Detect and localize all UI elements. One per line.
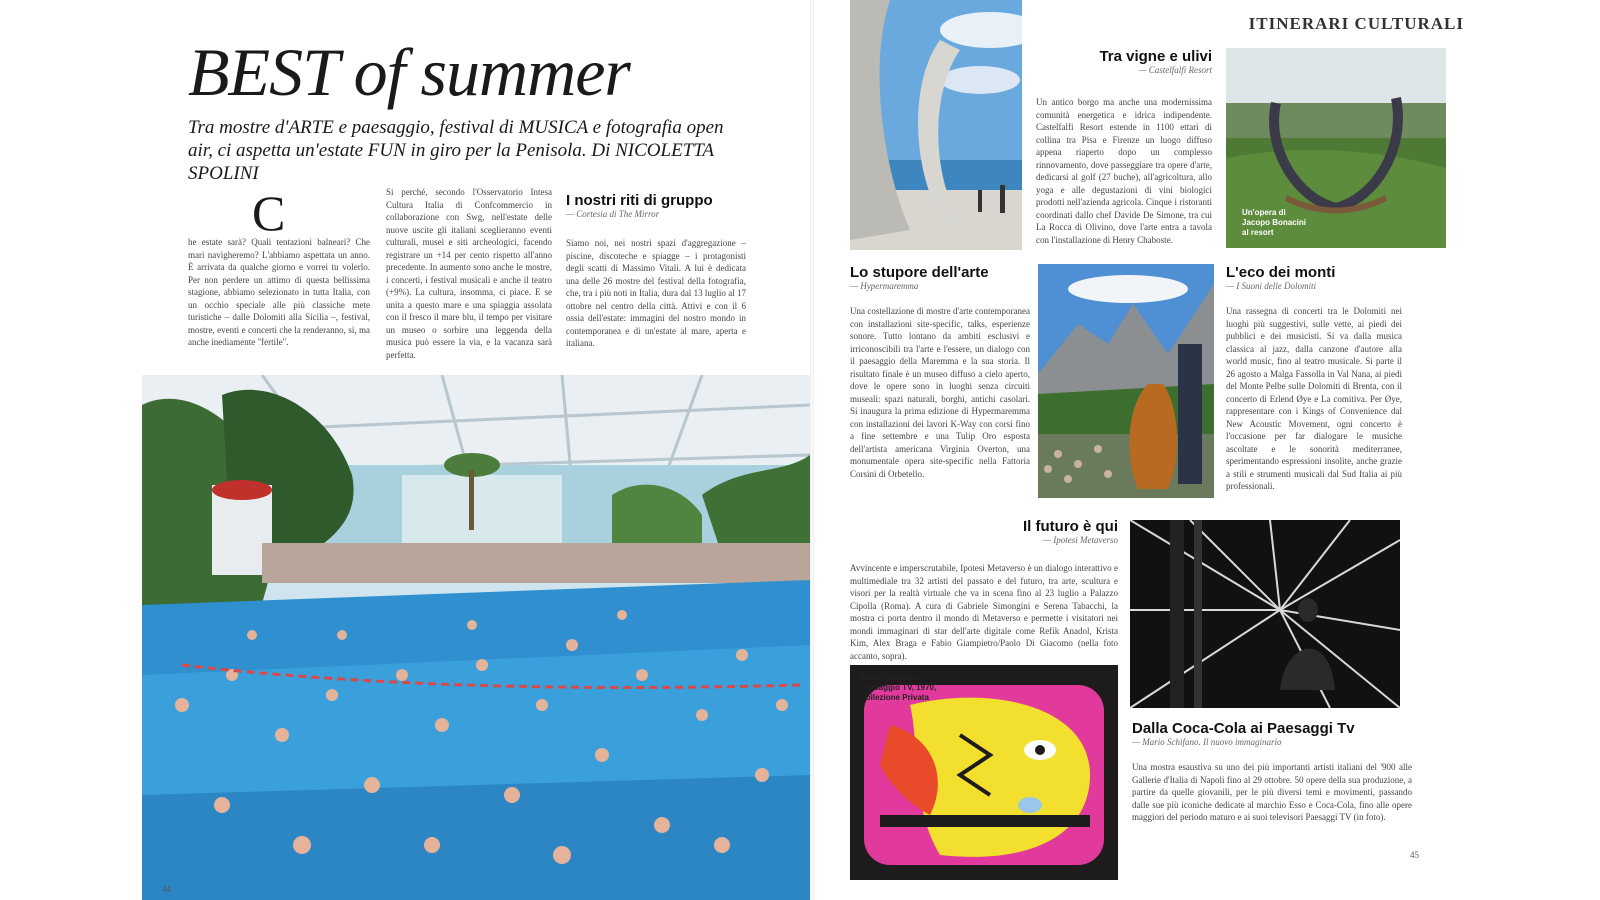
vigne-body-wrap [1036,96,1212,246]
right-page [814,0,1484,900]
stupore-credit: — Hypermaremma [850,281,919,291]
folio-left: 44 [162,884,171,894]
dolomites-concert-photo [1038,264,1214,498]
futuro-body: Avvincente e imperscrutabile, Ipotesi Metaverso è un dialogo interattivo e multimediale tra 32 artisti del passato e del futuro, tra arte, scultura e visori per la realtà virtuale che va in scena fino al 23 luglio a Palazzo Cipolla (Roma). A cura di Gabriele Simongini e Serena Tabacchi, la mostra ci porta dentro il mondo di Metaverso e permette i visitatori nei mondi immaginari di star dell'arte digitale come Refik Anadol, Krista Kim, Alex Braga e Fabio Giampietro/Paolo Di Giacomo (nella foto accanto, sopra). [850,563,1118,661]
section-eco [1226,264,1402,493]
eco-body: Una rassegna di concerti tra le Dolomiti nei luoghi più suggestivi, sulle vette, ai piedi dei pubblici e dei musicisti. Si va dalla musica classica al jazz, dalla canzone d'autore alla world music, fino al teatro musicale. Si parte il 26 agosto a Malga Fassolla in Val Nana, ai piedi del Monte Pelbe sulle Dolomiti di Brenta, con il concerto di Erlend Øye e La comitiva. Per Øye, rappresentare con i Kings of Convenience dal New Acoustic Movement, ogni concerto è l'occasione per far dialogare le musiche ascoltate e le sonorità mediterranee, sperimentando espressioni insolite, anche grazie a stili e strumenti musicali dal Sud Italia ai più professionali. [1226,306,1402,491]
vigne-caption: Un'opera di Jacopo Bonacini al resort [1242,208,1307,237]
coca-heading: Dalla Coca-Cola ai Paesaggi Tv [1132,720,1355,737]
section-stupore [850,264,1030,480]
standfirst: Tra mostre d'ARTE e paesaggio, festival di MUSICA e fotografia open air, ci aspetta un'estate FUN in giro per la Penisola. Di NICOLETTA SPOLINI [188,117,724,184]
section-heading: I nostri riti di gruppo [566,192,713,209]
eco-credit: — I Suoni delle Dolomiti [1226,281,1316,291]
stupore-heading: Lo stupore dell'arte [850,264,989,281]
stupore-body: Una costellazione di mostre d'arte contemporanea con installazioni site-specific, talks, esperienze sonore. Tutto lontano da ambiti esclusivi e irriconoscibili tra l'arte e l'essere, un dialogo con il paesaggio della Maremma e la sua storia. Il risultato finale è un museo diffuso a cielo aperto, dove le opere sono in luoghi senza circuiti museali: spazi naturali, borghi, antichi casolari. Si inaugura la prima edizione di Hypermaremma con installazioni dei lavori K-Way con corsi fino a fine settembre e una Tulip Oro esposta dell'artista americana Virginia Overton, una monumentale opera site-specific nella Fattoria Corsini di Orbetello. [850,306,1030,479]
intro-column-2 [386,186,552,361]
vigne-body: Un antico borgo ma anche una modernissima comunità energetica e idrica indipendente. Castelfalfi Resort estende in 1100 ettari di collina tra Pisa e Firenze un luogo diffuso appena riaperto dopo un complesso rinnovamento, dove passeggiare tra opere d'arte, dedicarsi al golf (27 buche), all'agricoltura, allo yoga e alle degustazioni di vini biologici prodotti nell'azienda agricola. Cinque i ristoranti coordinati dallo chef Davide De Simone, tra cui La Rocca di Olivino, dove l'arte entra a tavola con l'installazione di Henry Chaboste. [1036,97,1212,245]
vigne-credit: — Castelfalfi Resort [1138,65,1212,75]
eco-heading: L'eco dei monti [1226,264,1336,281]
section-coca [1132,720,1412,824]
metaverse-photo [1130,520,1400,708]
section-vigne [1036,48,1212,75]
sculpture-photo [850,0,1022,250]
intro-text-2: Si perché, secondo l'Osservatorio Intesa Cultura Italia di Confcommercio in collaborazione con Swg, nell'estate delle nuove uscite gli italiani sceglieranno eventi culturali, musei e siti archeologici, facendo registrare un +14 per cento rispetto all'anno precedente. In aumento sono anche le mostre, i concerti, i festival musicali e anche il teatro (+9%). La cultura, insomma, ci piace. E se unita a questo mare e una spiaggia assolata con il fresco il mare blu, il tempo per visitare un museo o sorbire una leggenda della musica può essere la via, e la vacanza sarà perfetta. [386,187,552,360]
section-text: Siamo noi, nei nostri spazi d'aggregazione – piscine, discoteche e spiagge – i protagonisti degli scatti di Massimo Vitali. A lui è dedicata una delle 26 mostre del festival della fotografia, che, tra i più noti in Italia, dura dal 13 luglio al 17 ottobre nel centro della città. Attivi e con il 6 ossia dell'estate: immagini del nostro mondo in contemporanea e di un'estate al mare, aperta e italiana. [566,238,746,348]
section-riti [566,192,746,350]
tv-caption: Mario Schifano, Paesaggio TV, 1970, Collezione Privata [860,673,937,702]
futuro-credit: — Ipotesi Metaverso [1043,535,1118,545]
intro-column-1 [188,236,370,349]
intro-text-1: he estate sarà? Quali tentazioni balneari? Che mari navigheremo? L'abbiamo aspettata un anno. È arrivata da qualche giorno e vorrei tu volerlo. Per non perdere un attimo di questa bellissima stagione, abbiamo selezionato in tutta Italia, con un occhio speciale alle più classiche mete turistiche – dalle Dolomiti alla Sicilia –, festival, mostre, eventi e concerti che la renderanno, sì, ma anche inediamente "fertile". [188,237,370,347]
section-futuro [850,518,1118,545]
folio-right: 45 [1410,850,1419,860]
left-page [142,0,810,900]
section-credit: — Cortesia di The Mirror [566,209,660,219]
running-head: ITINERARI CULTURALI [1248,14,1464,33]
futuro-body-wrap [850,562,1118,662]
futuro-heading: Il futuro è qui [1023,518,1118,535]
pool-photo [142,375,810,900]
coca-credit: — Mario Schifano. Il nuovo immaginario [1132,737,1282,747]
page-title: BEST of summer [188,34,630,110]
coca-body: Una mostra esaustiva su uno dei più importanti artisti italiani del '900 alle Gallerie d'Italia di Napoli fino al 29 ottobre. 50 opere della sua produzione, a partire da quelle giovanili, per le più diversi temi e movimenti, passando dalle sue più iconiche dedicate al marchio Esso e Coca-Cola, fino alle opere maggiori del periodo maturo e ai suoi televisori Paesaggi TV (in foto). [1132,762,1412,822]
vigne-heading: Tra vigne e ulivi [1099,48,1212,65]
dropcap: C [252,185,286,241]
